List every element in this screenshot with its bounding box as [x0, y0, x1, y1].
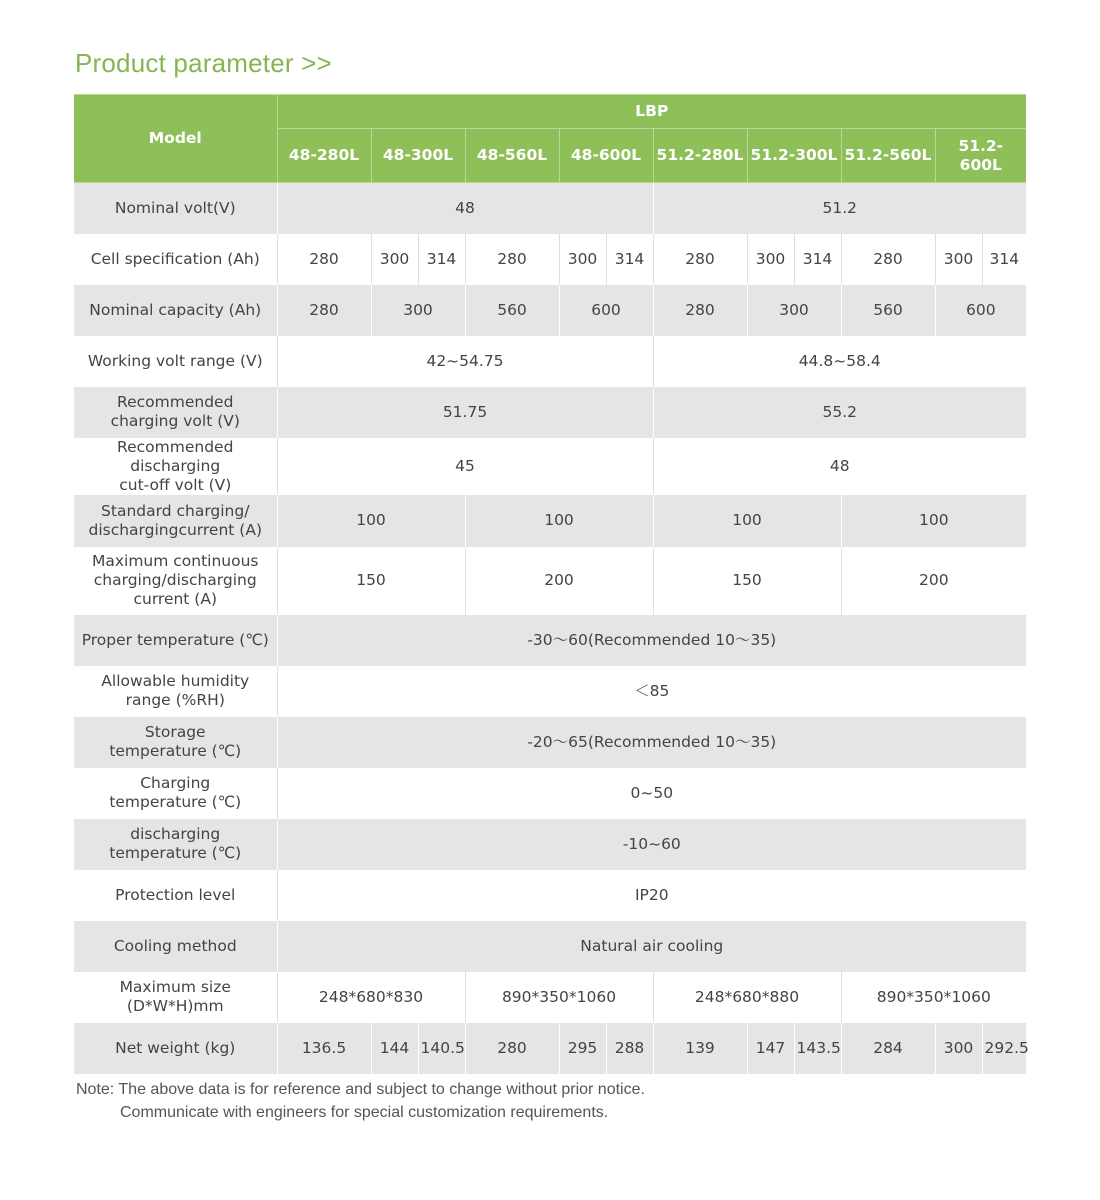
- cell-value: 51.2: [653, 183, 1026, 234]
- row-label-line: Recommended discharging: [117, 437, 234, 475]
- cell-value: 48: [277, 183, 653, 234]
- row-label: Nominal capacity (Ah): [74, 285, 277, 336]
- model-header: Model: [74, 95, 277, 183]
- table-row: [74, 921, 1026, 972]
- cell-value: 139: [653, 1023, 747, 1074]
- cell-value: ＜85: [277, 666, 1026, 717]
- cell-value: 280: [653, 285, 747, 336]
- cell-value: 288: [606, 1023, 653, 1074]
- row-label-line: Maximum size: [119, 978, 231, 996]
- row-label-line: current (A): [133, 590, 218, 608]
- model-column-header: 48-600L: [559, 129, 653, 183]
- model-column-header: 51.2-280L: [653, 129, 747, 183]
- cell-value: 300: [747, 285, 841, 336]
- cell-value: 295: [559, 1023, 606, 1074]
- model-column-header: 48-280L: [277, 129, 371, 183]
- row-label-line: charging volt (V): [110, 412, 240, 430]
- row-label: Cooling method: [74, 921, 277, 972]
- footnote-line: Note: The above data is for reference and subject to change without prior notice.: [76, 1081, 645, 1098]
- cell-value: 600: [559, 285, 653, 336]
- cell-value: 144: [371, 1023, 418, 1074]
- cell-value: 100: [277, 495, 465, 547]
- cell-value: 560: [465, 285, 559, 336]
- cell-value: 890*350*1060: [465, 972, 653, 1023]
- page-title: Product parameter >>: [75, 48, 332, 78]
- row-label-line: range (%RH): [125, 691, 225, 709]
- cell-value: 314: [418, 234, 465, 285]
- row-label: [74, 819, 277, 870]
- cell-value: 280: [465, 234, 559, 285]
- cell-value: 280: [465, 1023, 559, 1074]
- row-label-line: Recommended: [117, 393, 234, 411]
- row-label: Cell specification (Ah): [74, 234, 277, 285]
- row-label-line: temperature (℃): [109, 844, 242, 862]
- cell-value: 314: [794, 234, 841, 285]
- row-label: [74, 387, 277, 438]
- cell-value: 100: [841, 495, 1026, 547]
- table-row: [74, 717, 1026, 768]
- row-label: Working volt range (V): [74, 336, 277, 387]
- row-label-line: temperature (℃): [109, 742, 242, 760]
- table-row: [74, 495, 1026, 547]
- table-row: [74, 183, 1026, 234]
- cell-value: 200: [841, 547, 1026, 615]
- cell-value: 300: [371, 234, 418, 285]
- row-label-line: temperature (℃): [109, 793, 242, 811]
- cell-value: 100: [465, 495, 653, 547]
- model-column-header: 51.2-560L: [841, 129, 935, 183]
- cell-value: 292.5: [982, 1023, 1026, 1074]
- cell-value: -30～60(Recommended 10～35): [277, 615, 1026, 666]
- cell-value: 140.5: [418, 1023, 465, 1074]
- row-label: Net weight (kg): [74, 1023, 277, 1074]
- table-row: [74, 972, 1026, 1023]
- table-row: [74, 615, 1026, 666]
- cell-value: 51.75: [277, 387, 653, 438]
- cell-value: Natural air cooling: [277, 921, 1026, 972]
- header-row-group: [74, 95, 1026, 129]
- row-label-line: Storage: [144, 723, 206, 741]
- cell-value: 314: [606, 234, 653, 285]
- row-label-line: cut-off volt (V): [119, 475, 232, 494]
- table-row: [74, 547, 1026, 615]
- cell-value: 300: [935, 1023, 982, 1074]
- table-row: [74, 285, 1026, 336]
- table-row: [74, 768, 1026, 819]
- table-row: [74, 666, 1026, 717]
- row-label: Nominal volt(V): [74, 183, 277, 234]
- cell-value: 147: [747, 1023, 794, 1074]
- cell-value: 45: [277, 438, 653, 495]
- footnote-line: Communicate with engineers for special customization requirements.: [120, 1104, 609, 1121]
- cell-value: 248*680*830: [277, 972, 465, 1023]
- cell-value: 150: [277, 547, 465, 615]
- cell-value: 284: [841, 1023, 935, 1074]
- cell-value: -10~60: [277, 819, 1026, 870]
- cell-value: 55.2: [653, 387, 1026, 438]
- row-label-line: Charging: [140, 774, 211, 792]
- cell-value: 48: [653, 438, 1026, 495]
- row-label-line: dischargingcurrent (A): [88, 520, 262, 539]
- row-label: [74, 438, 277, 495]
- cell-value: 890*350*1060: [841, 972, 1026, 1023]
- cell-value: 136.5: [277, 1023, 371, 1074]
- cell-value: 143.5: [794, 1023, 841, 1074]
- cell-value: 150: [653, 547, 841, 615]
- row-label: [74, 666, 277, 717]
- row-label: [74, 547, 277, 615]
- model-column-header: 51.2-600L: [935, 129, 1026, 183]
- cell-value: 300: [559, 234, 606, 285]
- model-column-header: 51.2-300L: [747, 129, 841, 183]
- row-label-line: Allowable humidity: [101, 672, 250, 690]
- row-label-line: Maximum continuous: [91, 552, 259, 570]
- row-label: [74, 717, 277, 768]
- cell-value: 280: [277, 234, 371, 285]
- table-row: [74, 234, 1026, 285]
- row-label: Protection level: [74, 870, 277, 921]
- table-row: [74, 870, 1026, 921]
- cell-value: 44.8~58.4: [653, 336, 1026, 387]
- table-row: [74, 1023, 1026, 1074]
- model-column-header: 48-560L: [465, 129, 559, 183]
- cell-value: 300: [747, 234, 794, 285]
- lbp-group-header: LBP: [277, 95, 1026, 129]
- row-label: [74, 768, 277, 819]
- row-label-line: (D*W*H)mm: [126, 997, 224, 1015]
- cell-value: 280: [653, 234, 747, 285]
- row-label-line: charging/discharging: [93, 571, 257, 589]
- cell-value: 314: [982, 234, 1026, 285]
- row-label-line: discharging: [130, 825, 221, 843]
- cell-value: 248*680*880: [653, 972, 841, 1023]
- cell-value: IP20: [277, 870, 1026, 921]
- cell-value: 600: [935, 285, 1026, 336]
- cell-value: 280: [277, 285, 371, 336]
- table-row: [74, 819, 1026, 870]
- table-row: [74, 387, 1026, 438]
- row-label: [74, 972, 277, 1023]
- cell-value: -20～65(Recommended 10～35): [277, 717, 1026, 768]
- table-row: [74, 336, 1026, 387]
- cell-value: 300: [935, 234, 982, 285]
- row-label-line: Standard charging/: [101, 501, 250, 520]
- model-column-header: 48-300L: [371, 129, 465, 183]
- cell-value: 280: [841, 234, 935, 285]
- product-parameter-table: [74, 94, 1029, 1074]
- footnote: [76, 1078, 645, 1124]
- cell-value: 200: [465, 547, 653, 615]
- cell-value: 42~54.75: [277, 336, 653, 387]
- cell-value: 560: [841, 285, 935, 336]
- table-row: [74, 438, 1026, 495]
- row-label: Proper temperature (℃): [74, 615, 277, 666]
- row-label: [74, 495, 277, 547]
- cell-value: 0~50: [277, 768, 1026, 819]
- cell-value: 100: [653, 495, 841, 547]
- cell-value: 300: [371, 285, 465, 336]
